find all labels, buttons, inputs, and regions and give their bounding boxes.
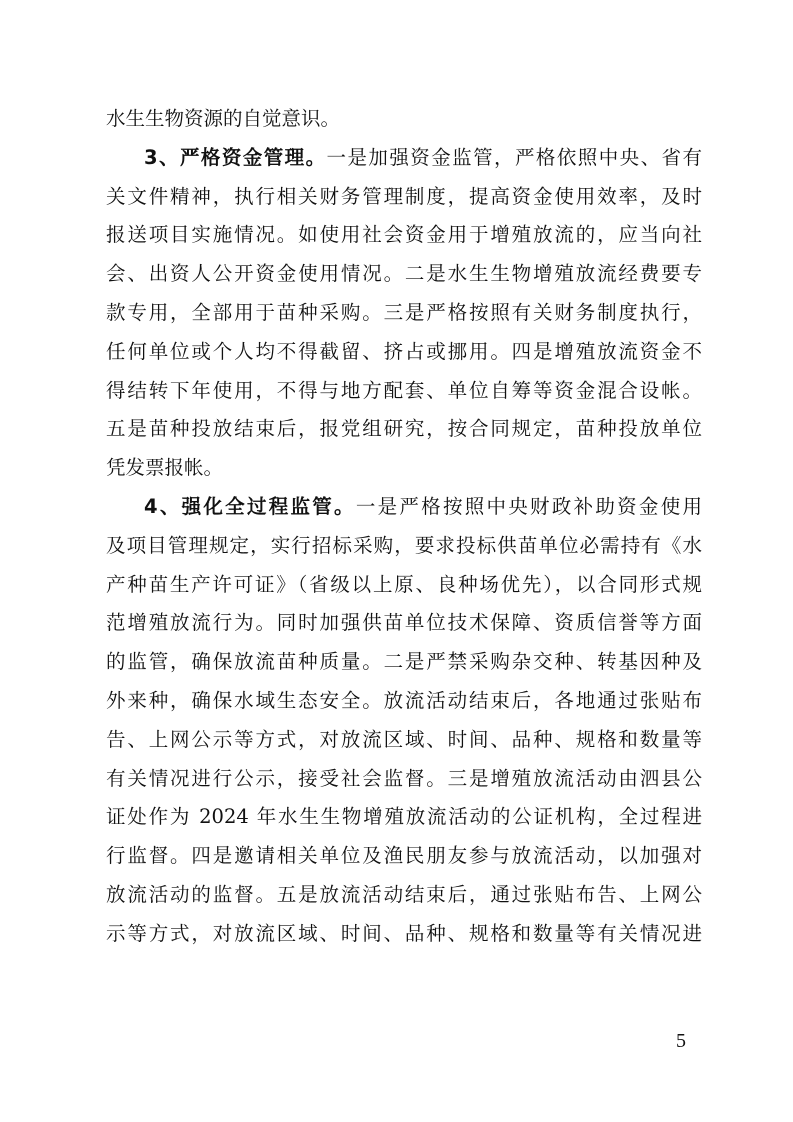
text-line [106,604,702,643]
line-text: 放流活动的监督。五是放流活动结束后，通过张贴布告、上网公 [106,882,702,906]
line-text: 证处作为 2024 年水生生物增殖放流活动的公证机构，全过程进 [106,805,702,829]
line-text: 款专用，全部用于苗种采购。三是严格按照有关财务制度执行， [106,300,702,324]
text-line [106,876,702,915]
line-text: 得结转下年使用，不得与地方配套、单位自筹等资金混合设帐。 [106,378,702,402]
line-text: 凭发票报帐。 [106,456,224,480]
text-line [106,255,702,294]
line-text: 外来种，确保水域生态安全。放流活动结束后，各地通过张贴布 [106,688,702,712]
text-line [106,721,702,760]
text-line [106,527,702,566]
line-text: 会、出资人公开资金使用情况。二是水生生物增殖放流经费要专 [106,262,702,286]
text-line [106,294,702,333]
line-text: 报送项目实施情况。如使用社会资金用于增殖放流的，应当向社 [106,223,702,247]
line-text: 任何单位或个人均不得截留、挤占或挪用。四是增殖放流资金不 [106,339,702,363]
text-line [106,100,702,139]
line-text: 一是加强资金监管，严格依照中央、省有 [326,145,702,169]
line-text: 产种苗生产许可证》（省级以上原、良种场优先），以合同形式规 [106,572,702,596]
text-line [106,643,702,682]
line-text: 的监管，确保放流苗种质量。二是严禁采购杂交种、转基因种及 [106,650,702,674]
text-line [106,333,702,372]
line-text: 关文件精神，执行相关财务管理制度，提高资金使用效率，及时 [106,184,702,208]
line-text: 及项目管理规定，实行招标采购，要求投标供苗单位必需持有《水 [106,533,702,557]
line-text: 五是苗种投放结束后，报党组研究，按合同规定，苗种投放单位 [106,417,702,441]
line-text: 示等方式，对放流区域、时间、品种、规格和数量等有关情况进 [106,921,702,945]
text-line [106,798,702,837]
text-line [106,837,702,876]
text-line [106,216,702,255]
text-line [106,410,702,449]
line-text: 行监督。四是邀请相关单位及渔民朋友参与放流活动，以加强对 [106,844,702,868]
text-line [106,139,702,178]
text-line [106,372,702,411]
section-heading: 3、严格资金管理。 [144,145,327,169]
section-heading: 4、强化全过程监管。 [144,494,356,518]
line-text: 水生生物资源的自觉意识。 [106,107,341,130]
line-text: 一是严格按照中央财政补助资金使用 [355,494,702,518]
text-line [106,682,702,721]
line-text: 范增殖放流行为。同时加强供苗单位技术保障、资质信誉等方面 [106,611,702,635]
line-text: 有关情况进行公示，接受社会监督。三是增殖放流活动由泗县公 [106,766,702,790]
text-line [106,178,702,217]
body-text [106,100,702,954]
text-line [106,488,702,527]
text-line [106,915,702,954]
text-line [106,760,702,799]
line-text: 告、上网公示等方式，对放流区域、时间、品种、规格和数量等 [106,727,702,751]
text-line [106,449,702,488]
text-line [106,566,702,605]
page-number: 5 [676,1030,686,1052]
